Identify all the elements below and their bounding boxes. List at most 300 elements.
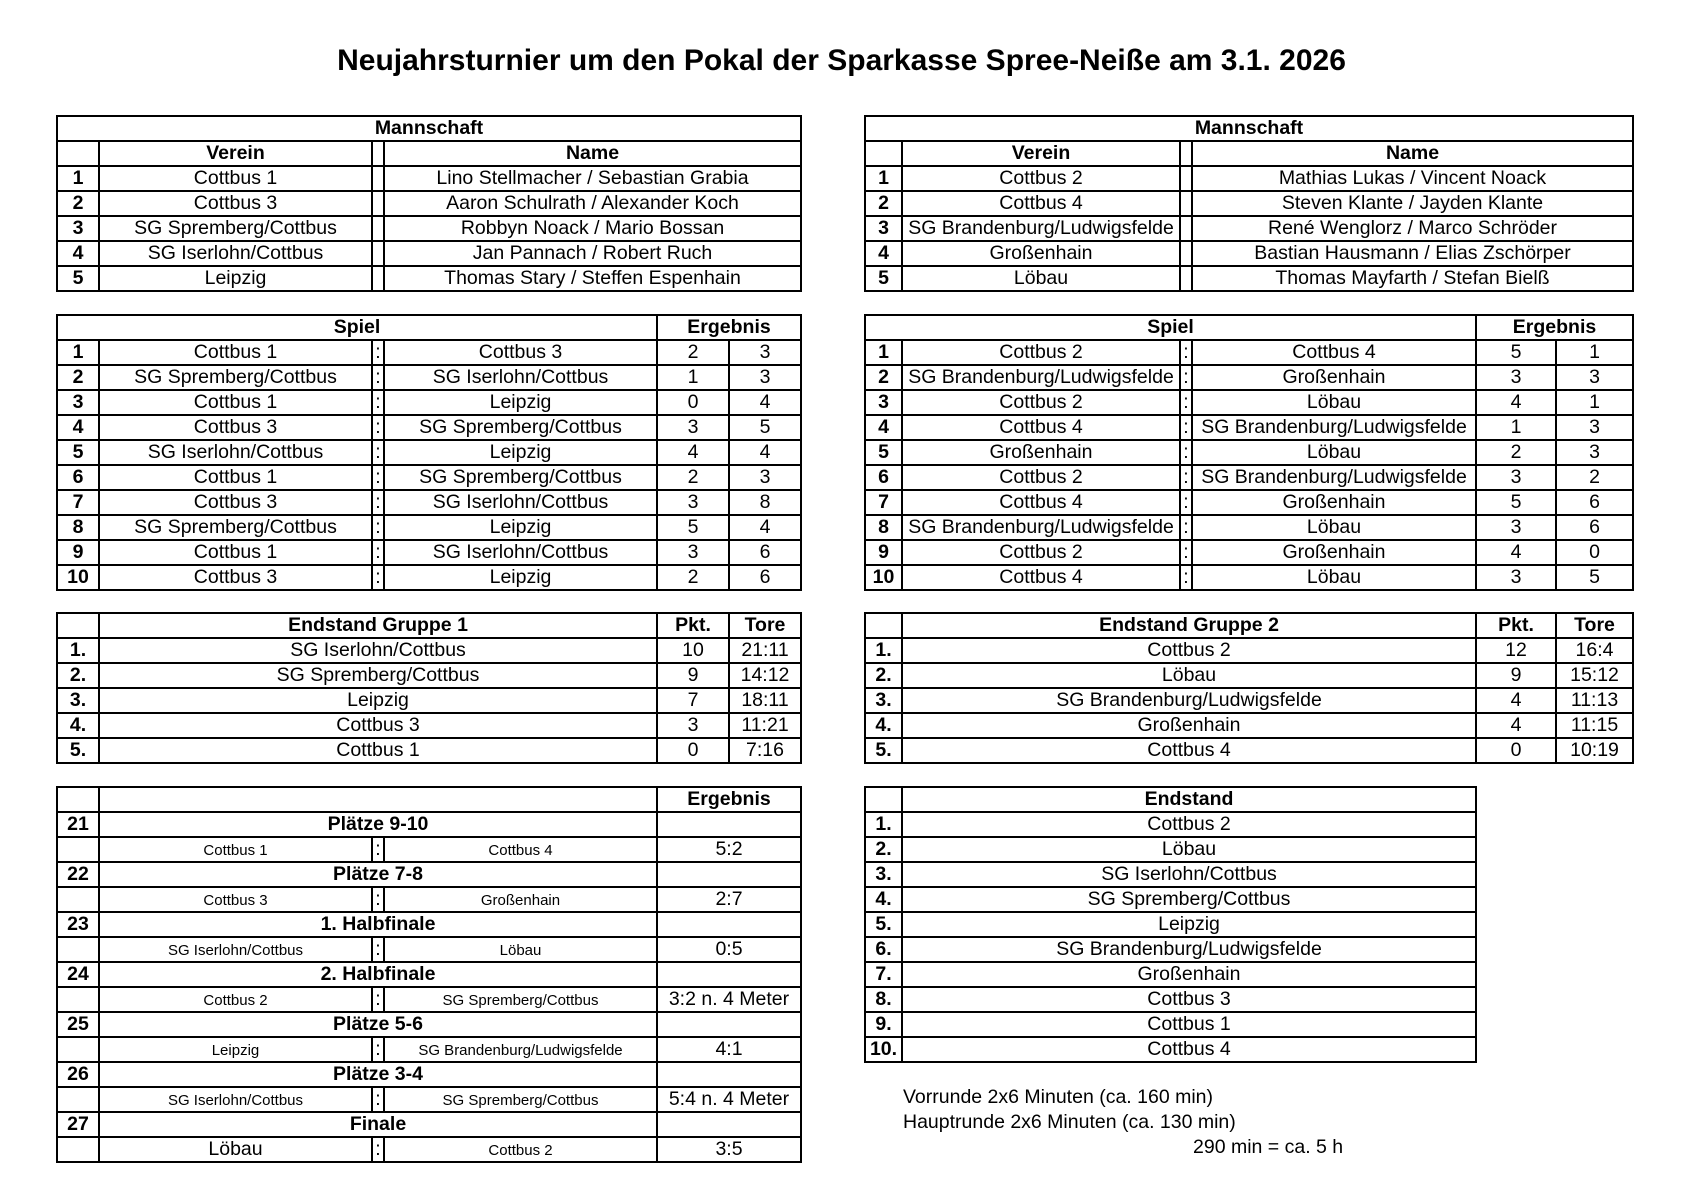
empty-cell bbox=[372, 216, 384, 241]
game-number: 10 bbox=[57, 565, 99, 590]
empty-cell bbox=[865, 787, 902, 812]
standings-table bbox=[56, 612, 802, 764]
standing-team: SG Spremberg/Cottbus bbox=[99, 663, 657, 688]
game-row bbox=[57, 440, 801, 465]
games-block-right bbox=[864, 314, 1634, 591]
empty-cell bbox=[372, 241, 384, 266]
game-number: 10 bbox=[865, 565, 902, 590]
final-result: 3:2 n. 4 Meter bbox=[657, 987, 801, 1012]
standings-table bbox=[864, 612, 1634, 764]
game-away: Leipzig bbox=[384, 515, 657, 540]
final-result: 3:5 bbox=[657, 1137, 801, 1162]
standing-team: Cottbus 4 bbox=[902, 738, 1476, 763]
team-verein: Cottbus 3 bbox=[99, 191, 372, 216]
game-home: Cottbus 1 bbox=[99, 340, 372, 365]
standing-row bbox=[57, 638, 801, 663]
header-row bbox=[57, 613, 801, 638]
mannschaft-header: Mannschaft bbox=[57, 116, 801, 141]
team-verein: Cottbus 4 bbox=[902, 191, 1180, 216]
standing-row bbox=[57, 663, 801, 688]
game-row bbox=[865, 515, 1633, 540]
team-row bbox=[57, 191, 801, 216]
final-rank: 2. bbox=[865, 837, 902, 862]
game-away: Löbau bbox=[1192, 515, 1476, 540]
final-result: 5:2 bbox=[657, 837, 801, 862]
score-separator: : bbox=[1180, 365, 1192, 390]
final-team: Cottbus 4 bbox=[902, 1037, 1476, 1062]
game-away: Löbau bbox=[1192, 565, 1476, 590]
standing-row bbox=[57, 713, 801, 738]
page-title: Neujahrsturnier um den Pokal der Sparkasse Spree-Neiße am 3.1. 2026 bbox=[337, 44, 1346, 77]
score-separator: : bbox=[372, 887, 384, 912]
game-row bbox=[57, 340, 801, 365]
standing-row bbox=[57, 688, 801, 713]
team-number: 5 bbox=[57, 266, 99, 291]
final-match-row bbox=[57, 887, 801, 912]
game-row bbox=[57, 465, 801, 490]
empty-cell bbox=[57, 613, 99, 638]
games-table bbox=[56, 314, 802, 591]
standing-team: SG Iserlohn/Cottbus bbox=[99, 638, 657, 663]
empty-cell bbox=[57, 837, 99, 862]
standings-block-right bbox=[864, 612, 1634, 764]
final-team: SG Spremberg/Cottbus bbox=[902, 887, 1476, 912]
standing-team: Löbau bbox=[902, 663, 1476, 688]
empty-cell bbox=[57, 787, 99, 812]
game-away: Cottbus 4 bbox=[1192, 340, 1476, 365]
team-verein: SG Spremberg/Cottbus bbox=[99, 216, 372, 241]
game-number: 8 bbox=[865, 515, 902, 540]
final-label-row bbox=[57, 912, 801, 937]
final-away: SG Brandenburg/Ludwigsfelde bbox=[384, 1037, 657, 1062]
game-goals-away: 3 bbox=[1556, 365, 1633, 390]
final-home: SG Iserlohn/Cottbus bbox=[99, 937, 372, 962]
game-goals-away: 4 bbox=[729, 390, 801, 415]
game-goals-home: 3 bbox=[657, 540, 729, 565]
final-standing-row bbox=[865, 1037, 1476, 1062]
game-goals-away: 2 bbox=[1556, 465, 1633, 490]
game-goals-home: 3 bbox=[1476, 465, 1556, 490]
score-separator: : bbox=[372, 440, 384, 465]
header-row bbox=[865, 613, 1633, 638]
game-number: 5 bbox=[865, 440, 902, 465]
team-number: 4 bbox=[865, 241, 902, 266]
final-standing-row bbox=[865, 1012, 1476, 1037]
standing-points: 0 bbox=[657, 738, 729, 763]
game-row bbox=[865, 465, 1633, 490]
team-players: Bastian Hausmann / Elias Zschörper bbox=[1192, 241, 1633, 266]
game-goals-home: 4 bbox=[657, 440, 729, 465]
game-goals-away: 5 bbox=[1556, 565, 1633, 590]
ergebnis-header: Ergebnis bbox=[657, 787, 801, 812]
final-rank: 1. bbox=[865, 812, 902, 837]
header-row bbox=[865, 787, 1476, 812]
empty-cell bbox=[657, 812, 801, 837]
standing-team: Cottbus 2 bbox=[902, 638, 1476, 663]
teams-block-right bbox=[864, 115, 1634, 292]
game-away: SG Brandenburg/Ludwigsfelde bbox=[1192, 465, 1476, 490]
team-players: Mathias Lukas / Vincent Noack bbox=[1192, 166, 1633, 191]
final-number: 21 bbox=[57, 812, 99, 837]
final-team: Cottbus 3 bbox=[902, 987, 1476, 1012]
standing-rank: 4. bbox=[57, 713, 99, 738]
score-separator: : bbox=[372, 1137, 384, 1162]
game-row bbox=[865, 540, 1633, 565]
game-number: 7 bbox=[865, 490, 902, 515]
game-row bbox=[865, 390, 1633, 415]
game-home: Cottbus 2 bbox=[902, 390, 1180, 415]
team-players: Aaron Schulrath / Alexander Koch bbox=[384, 191, 801, 216]
team-verein: Großenhain bbox=[902, 241, 1180, 266]
final-label-row bbox=[57, 962, 801, 987]
final-result: 2:7 bbox=[657, 887, 801, 912]
final-standing-row bbox=[865, 912, 1476, 937]
game-home: Cottbus 2 bbox=[902, 465, 1180, 490]
final-number: 27 bbox=[57, 1112, 99, 1137]
final-team: Großenhain bbox=[902, 962, 1476, 987]
empty-cell bbox=[657, 1112, 801, 1137]
team-verein: Löbau bbox=[902, 266, 1180, 291]
teams-block-left bbox=[56, 115, 802, 292]
score-separator: : bbox=[1180, 515, 1192, 540]
note-hauptrunde: Hauptrunde 2x6 Minuten (ca. 130 min) bbox=[903, 1111, 1236, 1133]
tore-header: Tore bbox=[1556, 613, 1633, 638]
header-row bbox=[865, 116, 1633, 141]
game-goals-home: 3 bbox=[1476, 515, 1556, 540]
game-row bbox=[865, 565, 1633, 590]
game-away: SG Spremberg/Cottbus bbox=[384, 465, 657, 490]
score-separator: : bbox=[372, 340, 384, 365]
game-away: SG Spremberg/Cottbus bbox=[384, 415, 657, 440]
game-goals-away: 4 bbox=[729, 515, 801, 540]
team-row bbox=[865, 241, 1633, 266]
team-players: René Wenglorz / Marco Schröder bbox=[1192, 216, 1633, 241]
final-away: Cottbus 4 bbox=[384, 837, 657, 862]
standing-row bbox=[57, 738, 801, 763]
score-separator: : bbox=[372, 565, 384, 590]
game-away: Großenhain bbox=[1192, 490, 1476, 515]
team-number: 1 bbox=[57, 166, 99, 191]
header-row bbox=[865, 141, 1633, 166]
final-rank: 3. bbox=[865, 862, 902, 887]
final-label: Plätze 5-6 bbox=[99, 1012, 657, 1037]
teams-table bbox=[864, 115, 1634, 292]
game-home: SG Brandenburg/Ludwigsfelde bbox=[902, 515, 1180, 540]
final-label: 2. Halbfinale bbox=[99, 962, 657, 987]
game-number: 3 bbox=[865, 390, 902, 415]
final-standing-row bbox=[865, 887, 1476, 912]
game-goals-home: 3 bbox=[657, 490, 729, 515]
final-label-row bbox=[57, 862, 801, 887]
score-separator: : bbox=[372, 515, 384, 540]
final-rank: 5. bbox=[865, 912, 902, 937]
final-away: Großenhain bbox=[384, 887, 657, 912]
empty-cell bbox=[372, 266, 384, 291]
game-goals-home: 5 bbox=[657, 515, 729, 540]
game-home: Cottbus 2 bbox=[902, 540, 1180, 565]
empty-cell bbox=[372, 166, 384, 191]
game-goals-away: 6 bbox=[729, 565, 801, 590]
game-home: Cottbus 3 bbox=[99, 490, 372, 515]
final-home: SG Iserlohn/Cottbus bbox=[99, 1087, 372, 1112]
game-number: 5 bbox=[57, 440, 99, 465]
score-separator: : bbox=[372, 1087, 384, 1112]
note-total: 290 min = ca. 5 h bbox=[1193, 1136, 1344, 1158]
team-row bbox=[57, 266, 801, 291]
empty-cell bbox=[372, 191, 384, 216]
game-home: Cottbus 2 bbox=[902, 340, 1180, 365]
final-number: 25 bbox=[57, 1012, 99, 1037]
team-number: 3 bbox=[57, 216, 99, 241]
game-number: 4 bbox=[57, 415, 99, 440]
score-separator: : bbox=[372, 937, 384, 962]
final-standing-row bbox=[865, 962, 1476, 987]
standing-goals: 10:19 bbox=[1556, 738, 1633, 763]
final-team: Leipzig bbox=[902, 912, 1476, 937]
game-home: Cottbus 3 bbox=[99, 565, 372, 590]
team-players: Thomas Stary / Steffen Espenhain bbox=[384, 266, 801, 291]
team-verein: Cottbus 2 bbox=[902, 166, 1180, 191]
game-goals-away: 0 bbox=[1556, 540, 1633, 565]
final-standing-block bbox=[864, 786, 1477, 1063]
game-goals-home: 5 bbox=[1476, 340, 1556, 365]
final-label-row bbox=[57, 1012, 801, 1037]
games-table bbox=[864, 314, 1634, 591]
standing-points: 9 bbox=[1476, 663, 1556, 688]
empty-cell bbox=[657, 1062, 801, 1087]
game-goals-away: 1 bbox=[1556, 340, 1633, 365]
standing-rank: 4. bbox=[865, 713, 902, 738]
standing-rank: 2. bbox=[57, 663, 99, 688]
game-number: 6 bbox=[57, 465, 99, 490]
game-row bbox=[57, 490, 801, 515]
game-row bbox=[865, 490, 1633, 515]
final-match-row bbox=[57, 1087, 801, 1112]
game-goals-away: 6 bbox=[729, 540, 801, 565]
game-home: SG Brandenburg/Ludwigsfelde bbox=[902, 365, 1180, 390]
empty-cell bbox=[657, 962, 801, 987]
final-label-row bbox=[57, 812, 801, 837]
standing-goals: 18:11 bbox=[729, 688, 801, 713]
empty-cell bbox=[657, 1012, 801, 1037]
game-goals-home: 2 bbox=[657, 340, 729, 365]
game-home: Cottbus 3 bbox=[99, 415, 372, 440]
empty-cell bbox=[1180, 266, 1192, 291]
empty-cell bbox=[1180, 166, 1192, 191]
standing-rank: 3. bbox=[865, 688, 902, 713]
standing-points: 3 bbox=[657, 713, 729, 738]
game-row bbox=[57, 515, 801, 540]
game-away: Leipzig bbox=[384, 390, 657, 415]
team-number: 2 bbox=[865, 191, 902, 216]
standings-title: Endstand Gruppe 1 bbox=[99, 613, 657, 638]
standing-goals: 16:4 bbox=[1556, 638, 1633, 663]
game-number: 9 bbox=[865, 540, 902, 565]
game-number: 4 bbox=[865, 415, 902, 440]
game-goals-away: 5 bbox=[729, 415, 801, 440]
game-number: 6 bbox=[865, 465, 902, 490]
game-number: 2 bbox=[865, 365, 902, 390]
game-row bbox=[57, 415, 801, 440]
standing-rank: 1. bbox=[57, 638, 99, 663]
standing-points: 0 bbox=[1476, 738, 1556, 763]
final-label-row bbox=[57, 1112, 801, 1137]
team-row bbox=[865, 216, 1633, 241]
game-goals-away: 8 bbox=[729, 490, 801, 515]
game-away: SG Iserlohn/Cottbus bbox=[384, 540, 657, 565]
empty-cell bbox=[57, 1037, 99, 1062]
final-home: Leipzig bbox=[99, 1037, 372, 1062]
game-goals-home: 3 bbox=[657, 415, 729, 440]
team-players: Lino Stellmacher / Sebastian Grabia bbox=[384, 166, 801, 191]
game-goals-away: 3 bbox=[1556, 440, 1633, 465]
game-number: 2 bbox=[57, 365, 99, 390]
header-row bbox=[865, 315, 1633, 340]
ergebnis-header: Ergebnis bbox=[657, 315, 801, 340]
score-separator: : bbox=[1180, 390, 1192, 415]
game-goals-home: 2 bbox=[657, 565, 729, 590]
standing-goals: 14:12 bbox=[729, 663, 801, 688]
game-home: Cottbus 1 bbox=[99, 540, 372, 565]
name-header: Name bbox=[1192, 141, 1633, 166]
team-verein: SG Brandenburg/Ludwigsfelde bbox=[902, 216, 1180, 241]
final-home: Cottbus 2 bbox=[99, 987, 372, 1012]
endstand-title: Endstand bbox=[902, 787, 1476, 812]
score-separator: : bbox=[372, 465, 384, 490]
game-home: Cottbus 4 bbox=[902, 490, 1180, 515]
game-row bbox=[57, 390, 801, 415]
final-rank: 8. bbox=[865, 987, 902, 1012]
final-away: Löbau bbox=[384, 937, 657, 962]
team-row bbox=[57, 216, 801, 241]
game-number: 8 bbox=[57, 515, 99, 540]
game-home: SG Iserlohn/Cottbus bbox=[99, 440, 372, 465]
empty-cell bbox=[57, 1087, 99, 1112]
empty-cell bbox=[865, 141, 902, 166]
game-number: 1 bbox=[57, 340, 99, 365]
team-row bbox=[57, 166, 801, 191]
standings-block-left bbox=[56, 612, 802, 764]
game-goals-home: 0 bbox=[657, 390, 729, 415]
game-goals-home: 3 bbox=[1476, 365, 1556, 390]
game-number: 9 bbox=[57, 540, 99, 565]
final-rank: 9. bbox=[865, 1012, 902, 1037]
final-rank: 4. bbox=[865, 887, 902, 912]
empty-cell bbox=[1180, 141, 1192, 166]
game-home: Cottbus 4 bbox=[902, 565, 1180, 590]
standing-rank: 1. bbox=[865, 638, 902, 663]
empty-cell bbox=[57, 1137, 99, 1162]
tore-header: Tore bbox=[729, 613, 801, 638]
name-header: Name bbox=[384, 141, 801, 166]
game-home: Cottbus 4 bbox=[902, 415, 1180, 440]
game-goals-away: 6 bbox=[1556, 515, 1633, 540]
empty-cell bbox=[1180, 216, 1192, 241]
standing-goals: 11:13 bbox=[1556, 688, 1633, 713]
score-separator: : bbox=[372, 837, 384, 862]
final-match-row bbox=[57, 1037, 801, 1062]
final-standing-table bbox=[864, 786, 1477, 1063]
standing-points: 9 bbox=[657, 663, 729, 688]
team-number: 4 bbox=[57, 241, 99, 266]
score-separator: : bbox=[1180, 415, 1192, 440]
game-goals-away: 3 bbox=[1556, 415, 1633, 440]
game-row bbox=[865, 340, 1633, 365]
game-row bbox=[865, 365, 1633, 390]
final-label: Plätze 3-4 bbox=[99, 1062, 657, 1087]
game-home: Cottbus 1 bbox=[99, 465, 372, 490]
final-away: SG Spremberg/Cottbus bbox=[384, 1087, 657, 1112]
standing-team: Großenhain bbox=[902, 713, 1476, 738]
spiel-header: Spiel bbox=[57, 315, 657, 340]
final-team: SG Iserlohn/Cottbus bbox=[902, 862, 1476, 887]
final-team: SG Brandenburg/Ludwigsfelde bbox=[902, 937, 1476, 962]
pkt-header: Pkt. bbox=[657, 613, 729, 638]
game-home: SG Spremberg/Cottbus bbox=[99, 515, 372, 540]
team-number: 2 bbox=[57, 191, 99, 216]
mannschaft-header: Mannschaft bbox=[865, 116, 1633, 141]
game-goals-home: 1 bbox=[1476, 415, 1556, 440]
game-goals-home: 4 bbox=[1476, 390, 1556, 415]
final-standing-row bbox=[865, 812, 1476, 837]
standings-title: Endstand Gruppe 2 bbox=[902, 613, 1476, 638]
game-goals-away: 1 bbox=[1556, 390, 1633, 415]
finals-block bbox=[56, 786, 802, 1163]
score-separator: : bbox=[1180, 440, 1192, 465]
game-away: Großenhain bbox=[1192, 540, 1476, 565]
game-goals-away: 4 bbox=[729, 440, 801, 465]
game-number: 1 bbox=[865, 340, 902, 365]
final-away: Cottbus 2 bbox=[384, 1137, 657, 1162]
final-home: Cottbus 1 bbox=[99, 837, 372, 862]
game-goals-home: 1 bbox=[657, 365, 729, 390]
empty-cell bbox=[57, 987, 99, 1012]
score-separator: : bbox=[372, 987, 384, 1012]
standing-points: 4 bbox=[1476, 688, 1556, 713]
standing-goals: 11:21 bbox=[729, 713, 801, 738]
standing-points: 10 bbox=[657, 638, 729, 663]
header-row bbox=[57, 141, 801, 166]
empty-cell bbox=[372, 141, 384, 166]
header-row bbox=[57, 315, 801, 340]
standing-row bbox=[865, 638, 1633, 663]
final-label: Plätze 7-8 bbox=[99, 862, 657, 887]
empty-cell bbox=[99, 787, 657, 812]
game-row bbox=[57, 540, 801, 565]
final-standing-row bbox=[865, 987, 1476, 1012]
final-match-row bbox=[57, 937, 801, 962]
standing-row bbox=[865, 663, 1633, 688]
team-verein: Leipzig bbox=[99, 266, 372, 291]
standing-team: SG Brandenburg/Ludwigsfelde bbox=[902, 688, 1476, 713]
game-goals-home: 4 bbox=[1476, 540, 1556, 565]
game-home: Großenhain bbox=[902, 440, 1180, 465]
game-row bbox=[865, 440, 1633, 465]
final-match-row bbox=[57, 837, 801, 862]
empty-cell bbox=[57, 937, 99, 962]
pkt-header: Pkt. bbox=[1476, 613, 1556, 638]
standing-row bbox=[865, 738, 1633, 763]
finals-table bbox=[56, 786, 802, 1163]
final-match-row bbox=[57, 1137, 801, 1162]
standing-points: 12 bbox=[1476, 638, 1556, 663]
score-separator: : bbox=[1180, 340, 1192, 365]
team-row bbox=[865, 266, 1633, 291]
ergebnis-header: Ergebnis bbox=[1476, 315, 1633, 340]
game-away: Löbau bbox=[1192, 440, 1476, 465]
team-number: 1 bbox=[865, 166, 902, 191]
standing-row bbox=[865, 713, 1633, 738]
